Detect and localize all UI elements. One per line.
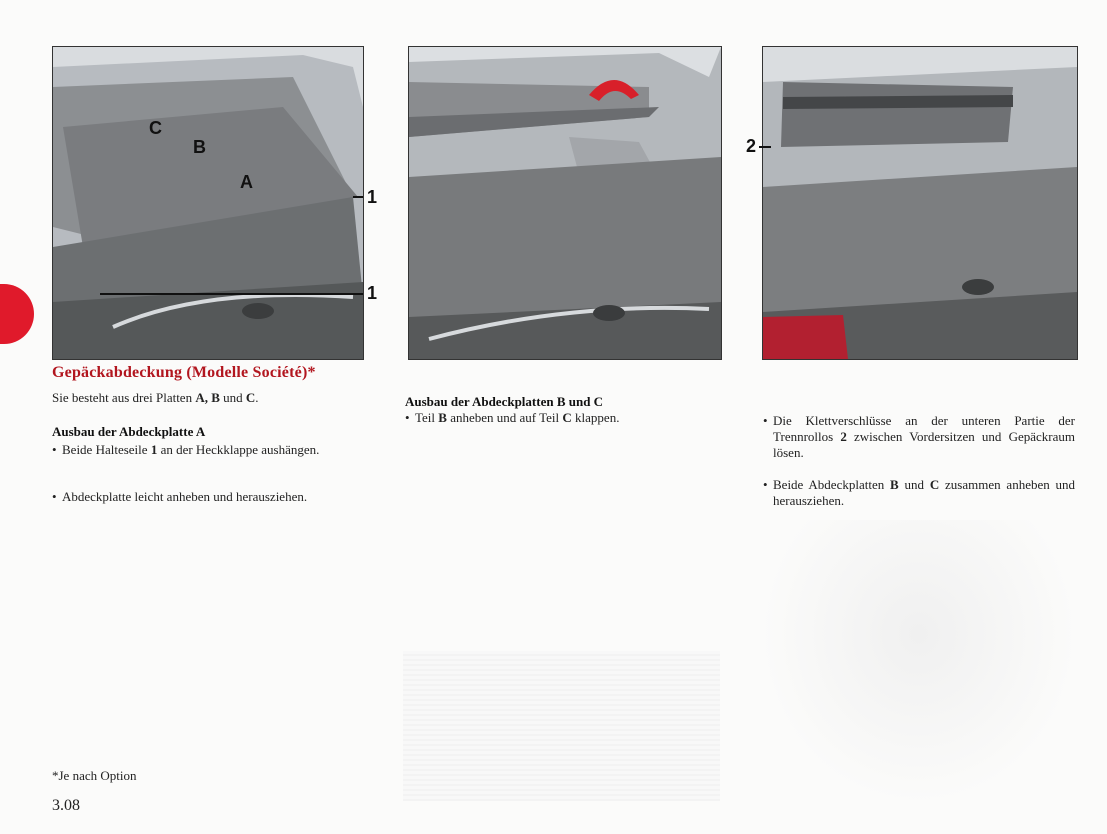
photo-trunk-remove-bc (762, 46, 1078, 360)
bleed-through-area-2 (760, 520, 1078, 805)
footnote: *Je nach Option (52, 768, 137, 783)
side-marker-2: 2 (746, 136, 757, 156)
chapter-tab (0, 284, 34, 344)
section-title: Gepäckabdeckung (Modelle Société)* (52, 364, 316, 381)
page-number: 3.08 (52, 797, 80, 814)
callout-a: A (240, 172, 253, 192)
callout-c: C (149, 118, 162, 138)
callout-b: B (193, 137, 206, 157)
subheading-remove-a: Ausbau der Abdeckplatte A (52, 424, 206, 439)
side-marker-1-top: 1 (367, 187, 378, 207)
subheading-remove-bc: Ausbau der Abdeckplatten B und C (405, 394, 604, 409)
trunk-illustration-2 (409, 47, 721, 359)
bleed-through-area-1 (403, 651, 720, 801)
pointer-line-1-top (353, 196, 363, 198)
pointer-line-2 (759, 146, 771, 148)
photo-trunk-fold-bc (408, 46, 722, 360)
trunk-illustration-1 (53, 47, 363, 359)
trunk-illustration-3 (763, 47, 1077, 359)
pointer-line-1-bottom (100, 293, 363, 295)
intro-text: Sie besteht aus drei Platten A, B und C. (52, 390, 259, 405)
photo-trunk-cover-abc (52, 46, 364, 360)
bullet-release-ropes: • Beide Halteseile 1 an der Heckklappe aushängen. (62, 442, 360, 458)
bullet-fold-b-onto-c: • Teil B anheben und auf Teil C klappen. (415, 410, 720, 426)
bullet-lift-remove-bc: • Beide Abdeckplatten B und C zusammen anheben und herausziehen. (773, 477, 1075, 509)
side-marker-1-bottom: 1 (367, 283, 378, 303)
bullet-lift-remove-a: • Abdeckplatte leicht anheben und herausziehen. (62, 489, 362, 505)
bullet-release-velcro: • Die Klettverschlüsse an der unteren Partie der Trennrollos 2 zwischen Vordersitzen und Gepäckraum lösen. (773, 413, 1075, 461)
